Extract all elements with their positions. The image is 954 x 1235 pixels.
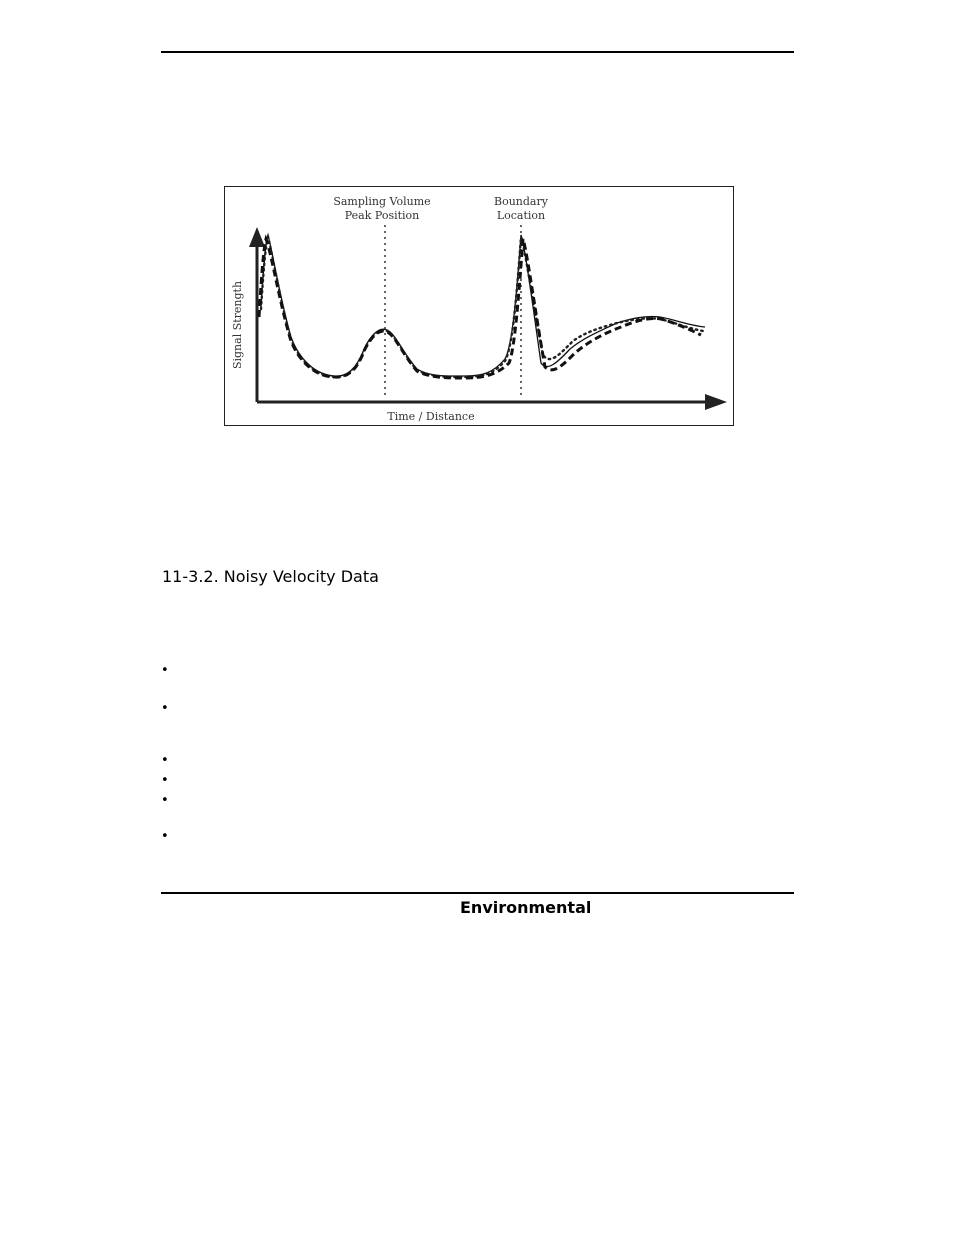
header-rule — [161, 51, 794, 53]
bullet-marker: • — [161, 663, 169, 678]
x-axis-arrowhead — [705, 394, 727, 410]
section-heading: 11-3.2. Noisy Velocity Data — [162, 567, 379, 586]
annotation-sampling-line2: Peak Position — [344, 209, 420, 222]
bullet-marker: • — [161, 793, 169, 808]
y-axis-arrowhead — [249, 227, 265, 247]
y-axis-label: Signal Strength — [231, 280, 244, 370]
signal-series-dashed — [259, 239, 701, 378]
annotation-boundary-line1: Boundary — [494, 195, 548, 208]
footer-title: Environmental — [460, 898, 592, 917]
bullet-marker: • — [161, 753, 169, 768]
annotation-sampling-line1: Sampling Volume — [333, 195, 431, 208]
x-axis-label: Time / Distance — [387, 410, 475, 423]
bullet-marker: • — [161, 701, 169, 716]
signal-strength-figure — [224, 186, 734, 426]
annotation-boundary-line2: Location — [496, 209, 546, 222]
signal-strength-chart — [225, 187, 735, 427]
signal-series-solid — [261, 235, 705, 376]
footer-rule — [161, 892, 794, 894]
bullet-marker: • — [161, 829, 169, 844]
signal-series-dotted — [261, 237, 703, 377]
bullet-marker: • — [161, 773, 169, 788]
